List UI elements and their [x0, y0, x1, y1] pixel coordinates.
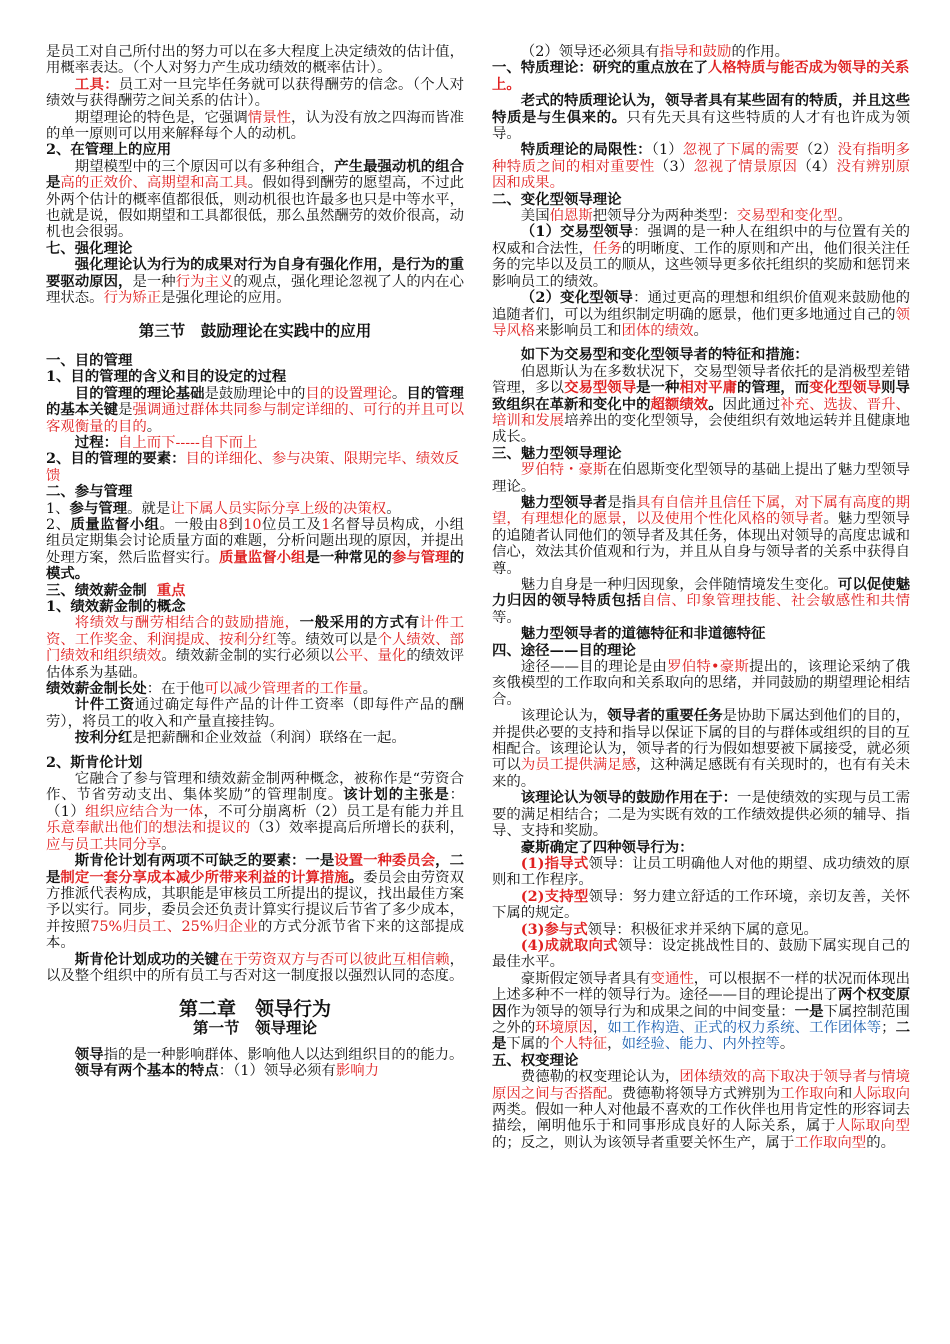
paragraph: 目的管理的理论基础是鼓励理论中的目的设置理论。目的管理的基本关键是强调通过群体共同参与制定详细的、可行的并且可以客观衡量的目的。: [46, 384, 464, 435]
heading: 三、绩效薪金制 重点: [46, 581, 186, 599]
heading: 2、目的管理的要素：目的详细化、参与决策、限期完毕、绩效反馈: [46, 450, 459, 484]
chapter-title: 第二章 领导行为: [178, 998, 331, 1021]
paragraph: 斯肯伦计划成功的关键在于劳资双方与否可以彼此互相信赖，以及整个组织中的所有员工与否对这一制度报以强烈认同的态度。: [46, 950, 464, 984]
paragraph: 魅力自身是一种归因现象，会伴随情境发生变化。可以促使魅力归因的领导特质包括自信、印象管理技能、社会敏感性和共情等。: [492, 576, 910, 626]
heading: 二、变化型领导理论: [492, 190, 622, 208]
paragraph: 特质理论的局限性：（1）忽视了下属的需要（2）没有指明多种特质之间的相对重要性（3）忽视了情景原因（4）没有辨别原因和成果。: [492, 141, 910, 192]
paragraph: 1、参与管理。就是让下属人员实际分享上级的决策权。: [46, 499, 401, 517]
section-title: 第一节 领导理论: [192, 1018, 317, 1038]
paragraph: 它融合了参与管理和绩效薪金制两种概念，被称作是“劳资合作、节省劳动支出、集体奖励”的管理制度。该计划的主张是：（1）组织应结合为一体，不可分崩离析（2）员工是有能力并且乐意奉献出他们的想法和提议的（3）效率提高后所增长的获利，应与员工共同分享。: [46, 771, 464, 853]
paragraph: 费德勒的权变理论认为，团体绩效的高下取决于领导者与情境原因之间与否搭配。费德勒将领导方式辨别为工作取向和人际取向两类。假如一种人对他最不喜欢的工作伙伴也用肯定性的形容词去描绘，阐明他乐于和同事形成良好的人际关系，属于人际取向型的；反之，则认为该领导者重要关怀生产，属于工作取向型的。: [492, 1069, 910, 1151]
paragraph: 豪斯假定领导者具有变通性，可以根据不一样的状况而体现出上述多种不一样的领导行为。途径——目的理论提出了两个权变原因作为领导的领导行为和成果之间的中间变量：一是下属控制范围之外的环境原因，如工作构造、正式的权力系统、工作团体等；二是下属的个人特征，如经验、能力、内外控等。: [492, 970, 910, 1053]
heading: 五、权变理论: [492, 1051, 579, 1069]
heading: 四、途径——目的理论: [492, 641, 636, 659]
paragraph: 老式的特质理论认为，领导者具有某些固有的特质，并且这些特质是与生俱来的。只有先天具有这些特质的人才有也许成为领导。: [492, 92, 910, 143]
paragraph: 期望理论的特色是，它强调情景性，认为没有放之四海而皆准的单一原则可以用来解释每个人的动机。: [46, 109, 464, 143]
paragraph: （2）领导还必须具有指导和鼓励的作用。: [520, 44, 790, 60]
paragraph: 如下为交易型和变化型领导者的特征和措施：: [520, 346, 809, 364]
paragraph: 将绩效与酬劳相结合的鼓励措施，一般采用的方式有计件工资、工作奖金、利润提成、按利分红等。绩效可以是个人绩效、部门绩效和组织绩效。绩效薪金制的实行必须以公平、量化的绩效评估体系为基础。: [46, 614, 464, 681]
paragraph: 按利分红是把薪酬和企业效益（利润）联络在一起。: [74, 729, 406, 747]
paragraph: 途径——目的理论是由罗伯特•豪斯提出的，该理论采纳了俄亥俄模型的工作取向和关系取向的思绪，并同鼓励的期望理论相结合。: [492, 659, 910, 708]
paragraph: 伯恩斯认为在多数状况下，交易型领导者依托的是消极型差错管理，多以交易型领导是一种相对平庸的管理，而变化型领导则导致组织在革新和变化中的超额绩效。因此通过补充、选拔、晋升、培训和发展培养出的变化型领导，会使组织有效地运转并且健康地成长。: [492, 363, 910, 446]
paragraph: 该理论认为领导的鼓励作用在于：一是使绩效的实现与员工需要的满足相结合；二是为实既有效的工作绩效提供必须的辅导、指导、支持和奖励。: [492, 789, 910, 840]
heading: 二、参与管理: [46, 483, 133, 501]
paragraph: 过程：自上而下-----自下而上: [74, 433, 258, 451]
paragraph: 斯肯伦计划有两项不可缺乏的要素：一是设置一种委员会，二是制定一套分享成本减少所带来利益的计算措施。委员会由劳资双方推派代表构成，其职能是审核员工所提出的提议，找出最佳方案予以实行。同步，委员会还负责计算实行提议后节省了多少成本，并按照75%归员工、25%归企业的方式分派节省下来的这部提成本。: [46, 852, 464, 952]
heading: 2、斯肯伦计划: [46, 753, 143, 771]
heading: 三、魅力型领导理论: [492, 444, 622, 462]
paragraph: 计件工资通过确定每件产品的计件工资率（即每件产品的酬劳），将员工的收入和产量直接挂钩。: [46, 696, 464, 730]
heading: 2、在管理上的应用: [46, 141, 172, 159]
paragraph: 魅力型领导者的道德特征和非道德特征: [520, 625, 766, 643]
paragraph: 2、质量监督小组。一般由8到10位员工及1名督导员构成，小组组员定期集会讨论质量方面的难题，分析问题出现的原因，并提出处理方案，然后监督实行。质量监督小组是一种常见的参与管理的模式。: [46, 515, 464, 583]
paragraph: 罗伯特・豪斯在伯恩斯变化型领导的基础上提出了魅力型领导理论。: [492, 462, 910, 495]
paragraph: (2)支持型领导：努力建立舒适的工作环境，亲切友善，关怀下属的规定。: [492, 887, 910, 922]
paragraph: 期望模型中的三个原因可以有多种组合，产生最强动机的组合是高的正效价、高期望和高工具。假如得到酬劳的愿望高，不过此外两个估计的概率值都很低，则动机很也许最多也只是中等水平，也就是说，假如期望和工具都很低，那么虽然酬劳的效价很高，动机也会很弱。: [46, 157, 464, 241]
heading: 一、特质理论：研究的重点放在了人格特质与能否成为领导的关系上。: [492, 59, 910, 93]
paragraph: 绩效薪金制长处：在于他可以减少管理者的工作量。: [46, 680, 378, 698]
paragraph: 领导指的是一种影响群体、影响他人以达到组织目的的能力。: [74, 1045, 464, 1063]
left-column: [46, 44, 464, 1080]
heading: 1、目的管理的含义和目的设定的过程: [46, 368, 287, 386]
paragraph: 该理论认为，领导者的重要任务是协助下属达到他们的目的，并提供必要的支持和指导以保证下属的目的与群体或组织的目的互相配合。该理论认为，领导者的行为假如想要被下属接受，就必须可以为员工提供满足感，这种满足感既有有关现时的，也有有关未来的。: [492, 707, 910, 790]
paragraph: 豪斯确定了四种领导行为：: [520, 838, 694, 856]
right-column: [492, 44, 910, 1151]
heading: 一、目的管理: [46, 351, 133, 369]
paragraph: 美国伯恩斯把领导分为两种类型：交易型和变化型。: [520, 208, 852, 225]
paragraph: 工具：员工对一旦完毕任务就可以获得酬劳的信念。（个人对绩效与获得酬劳之间关系的估计）。: [46, 75, 464, 110]
heading: 1、绩效薪金制的概念: [46, 598, 186, 615]
heading: 七、强化理论: [46, 239, 133, 257]
paragraph: (4)成就取向式领导：设定挑战性目的、鼓励下属实现自己的最佳水平。: [492, 936, 910, 971]
paragraph: （2）变化型领导：通过更高的理想和组织价值观来鼓励他的追随者们，可以为组织制定明确的愿景，他们更多地通过自己的领导风格来影响员工和团体的绩效。: [492, 289, 910, 339]
paragraph: 是员工对自己所付出的努力可以在多大程度上决定绩效的估计值，用概率表达。（个人对努力产生成功绩效的概率估计）。: [46, 44, 464, 77]
paragraph: (1)指导式领导：让员工明确他人对他的期望、成功绩效的原则和工作程序。: [492, 854, 910, 889]
paragraph: (3)参与式领导：积极征求并采纳下属的意见。: [520, 920, 818, 938]
paragraph: 魅力型领导者是指具有自信并且信任下属，对下属有高度的期望，有理想化的愿景，以及使用个性化风格的领导者。魅力型领导的追随者认同他们的领导者及其任务，体现出对领导的高度忠诚和信心，效法其价值观和行为，并且从自身与领导者的关系中获得自尊。: [492, 493, 910, 577]
paragraph: 强化理论认为行为的成果对行为自身有强化作用，是行为的重要驱动原因，是一种行为主义的观点，强化理论忽视了人的内在心理状态。行为矫正是强化理论的应用。: [46, 256, 464, 307]
paragraph: （1）交易型领导：强调的是一种人在组织中的与位置有关的权威和合法性，任务的明晰度、工作的原则和产出，他们很关注任务的完毕以及员工的顺从，这些领导更多依托组织的奖励和惩罚来影响员工的绩效。: [492, 223, 910, 290]
section-title: 第三节 鼓励理论在实践中的应用: [138, 320, 372, 340]
paragraph: 领导有两个基本的特点：（1）领导必须有影响力: [74, 1062, 379, 1080]
